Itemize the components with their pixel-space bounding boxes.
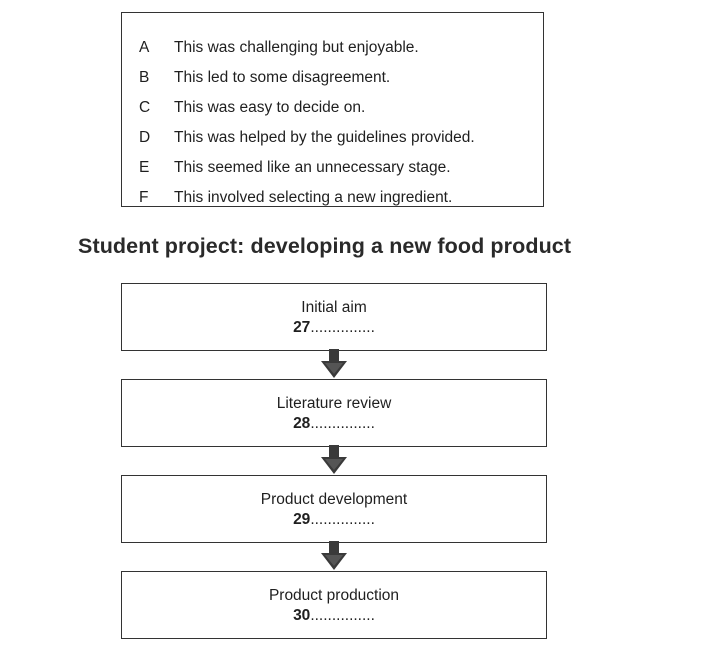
down-arrow-icon	[320, 541, 348, 571]
option-row-e	[122, 156, 543, 180]
option-text: This was easy to decide on.	[174, 99, 366, 116]
flowchart-title: Student project: developing a new food product	[78, 234, 572, 258]
answer-dots: ...............	[310, 319, 375, 336]
question-number: 28	[293, 415, 311, 432]
option-row-a	[122, 36, 543, 60]
answer-dots: ...............	[310, 607, 375, 624]
answer-blank[interactable]	[122, 606, 546, 626]
answer-blank[interactable]	[122, 318, 546, 338]
option-letter: F	[139, 189, 149, 206]
flowchart-step-product-development	[121, 475, 547, 543]
down-arrow-icon	[320, 445, 348, 475]
step-label: Literature review	[276, 395, 392, 412]
question-number: 30	[293, 607, 311, 624]
option-row-d	[122, 126, 543, 150]
option-letter: A	[139, 39, 150, 56]
step-label: Product production	[268, 587, 400, 604]
option-text: This was helped by the guidelines provided.	[174, 129, 475, 146]
option-letter: E	[139, 159, 150, 176]
option-letter: B	[139, 69, 150, 86]
option-text: This was challenging but enjoyable.	[174, 39, 419, 56]
option-row-f	[122, 186, 543, 210]
answer-dots: ...............	[310, 415, 375, 432]
option-letter: C	[139, 99, 151, 116]
step-label: Product development	[260, 491, 408, 508]
flowchart-step-product-production	[121, 571, 547, 639]
step-label: Initial aim	[301, 299, 367, 316]
options-box	[121, 12, 544, 207]
answer-dots: ...............	[310, 511, 375, 528]
flowchart-step-literature-review	[121, 379, 547, 447]
option-text: This seemed like an unnecessary stage.	[174, 159, 451, 176]
question-number: 27	[293, 319, 311, 336]
option-text: This involved selecting a new ingredient.	[174, 189, 453, 206]
flowchart-step-initial-aim	[121, 283, 547, 351]
question-number: 29	[293, 511, 311, 528]
option-letter: D	[139, 129, 151, 146]
answer-blank[interactable]	[122, 414, 546, 434]
down-arrow-icon	[320, 349, 348, 379]
option-text: This led to some disagreement.	[174, 69, 391, 86]
option-row-b	[122, 66, 543, 90]
answer-blank[interactable]	[122, 510, 546, 530]
option-row-c	[122, 96, 543, 120]
